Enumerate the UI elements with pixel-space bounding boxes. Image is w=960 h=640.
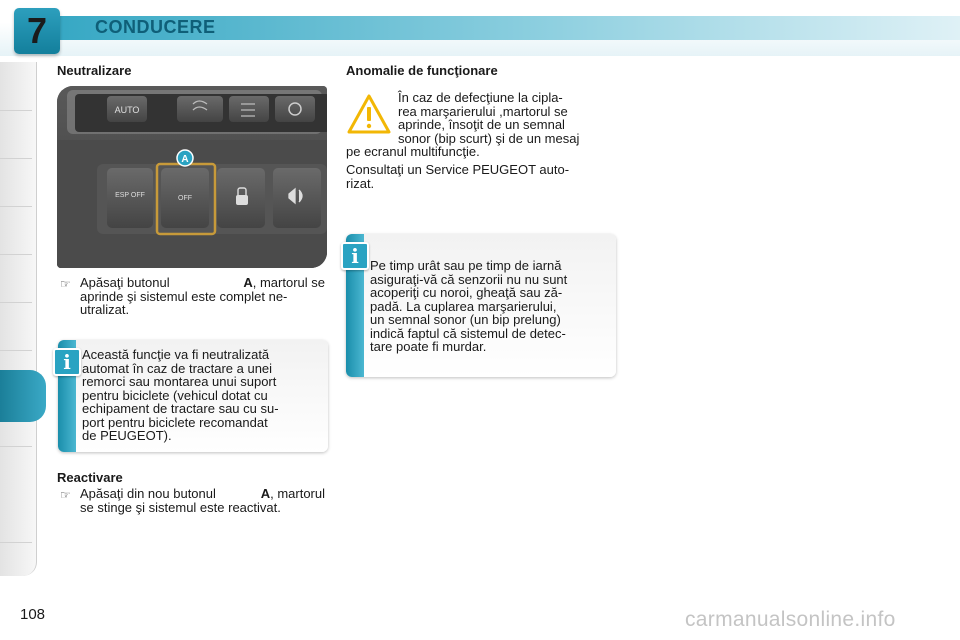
- info-line: tare poate fi murdar.: [370, 339, 487, 354]
- info-box-neutralization: [58, 340, 328, 452]
- info-line: acoperiţi cu noroi, gheaţă sau ză-: [370, 285, 563, 300]
- section-title-malfunction: Anomalie de funcţionare: [346, 63, 498, 78]
- info-icon: i: [53, 348, 81, 376]
- section-title-reactivate: Reactivare: [57, 470, 123, 485]
- consult-line: Consultaţi un Service PEUGEOT auto-: [346, 162, 570, 177]
- park-assist-off-label: OFF: [178, 195, 192, 202]
- marker-a-label: A: [181, 154, 189, 165]
- info-line: pentru biciclete (vehicul dotat cu: [82, 387, 268, 403]
- reactivate-button-ref: A: [260, 486, 271, 501]
- chapter-tab[interactable]: [0, 158, 32, 207]
- pointing-hand-icon: ☞: [60, 277, 71, 291]
- page-number: 108: [20, 606, 46, 623]
- info-line: un semnal sonor (un bip prelung): [370, 312, 561, 327]
- step1-text: [80, 276, 325, 317]
- reactivate-line1: Apăsaţi din nou butonul: [80, 486, 216, 501]
- warning-line: rea marşarierului ,martorul se: [398, 103, 568, 119]
- step1-button-ref: A: [243, 275, 253, 290]
- chapter-tab-active[interactable]: [0, 370, 46, 422]
- info-line: echipament de tractare sau cu su-: [82, 401, 279, 416]
- chapter-tab[interactable]: [0, 110, 32, 159]
- info-line: indică faptul că sistemul de detec-: [370, 325, 566, 341]
- pointing-hand-icon: ☞: [60, 488, 71, 502]
- chapter-tab[interactable]: [0, 206, 32, 255]
- reactivate-text: [80, 487, 325, 514]
- info-line: Pe timp urât sau pe timp de iarnă: [370, 258, 562, 273]
- warning-line: aprinde, însoţit de un semnal: [398, 117, 565, 132]
- control-panel-photo: [57, 86, 327, 268]
- chapter-number: 7: [26, 10, 48, 51]
- chapter-badge: [14, 8, 60, 54]
- chapter-tab[interactable]: [0, 62, 32, 111]
- auto-button-label: AUTO: [114, 105, 140, 115]
- chapter-tab[interactable]: [0, 254, 32, 303]
- reactivate-line2: se stinge şi sistemul este reactivat.: [80, 499, 281, 515]
- warning-text: [398, 91, 615, 145]
- warning-line: În caz de defecţiune la cipla-: [398, 90, 563, 105]
- section-title-neutralize: Neutralizare: [57, 63, 132, 78]
- chapter-tab[interactable]: [0, 302, 32, 351]
- info-line: port pentru biciclete recomandat: [82, 414, 268, 430]
- step1-line2: aprinde şi sistemul este complet ne-: [80, 288, 288, 304]
- watermark: carmanualsonline.info: [685, 608, 896, 631]
- consult-line: rizat.: [346, 175, 375, 191]
- step1-line1-rest: , martorul se: [252, 275, 325, 290]
- warning-text-tail: pe ecranul multifuncţie.: [346, 144, 480, 159]
- control-panel-illustration: [57, 86, 327, 268]
- info-line: asiguraţi-vă că senzorii nu nu sunt: [370, 271, 568, 287]
- step1-line1: Apăsaţi butonul: [80, 275, 170, 290]
- info-box-text: [370, 259, 608, 354]
- reactivate-line1-rest: , martorul: [270, 486, 325, 501]
- chapter-title: CONDUCERE: [95, 17, 216, 37]
- info-line: Această funcţie va fi neutralizată: [82, 347, 270, 362]
- step1-line3: utralizat.: [80, 302, 130, 317]
- info-line: padă. La cuplarea marşarierului,: [370, 298, 557, 314]
- warning-triangle-icon: [346, 93, 392, 135]
- chapter-tab[interactable]: [0, 494, 32, 543]
- info-line: remorci sau montarea unui suport: [82, 374, 277, 389]
- info-line: de PEUGEOT).: [82, 428, 172, 443]
- chapter-tab-strip: [0, 62, 37, 576]
- esp-off-label: ESP OFF: [115, 192, 145, 199]
- info-box-text: [82, 348, 320, 443]
- warning-line: sonor (bip scurt) şi de un mesaj: [398, 130, 580, 146]
- info-box-winter: [346, 234, 616, 377]
- info-line: automat în caz de tractare a unei: [82, 360, 273, 376]
- info-icon: i: [341, 242, 369, 270]
- consult-text: [346, 163, 616, 190]
